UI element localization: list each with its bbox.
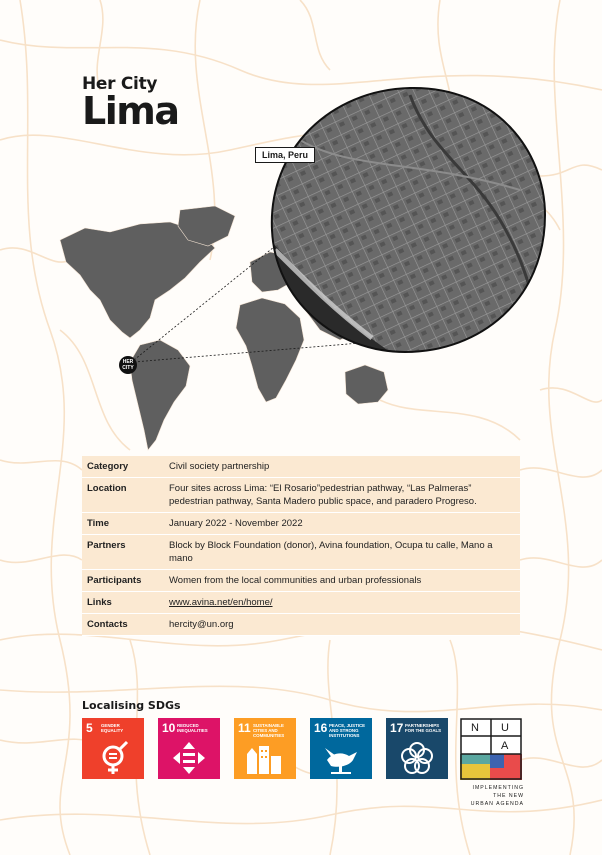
nua-letter-n: N bbox=[471, 722, 479, 734]
nua-logo bbox=[460, 718, 522, 780]
city-pin-marker bbox=[119, 356, 137, 374]
info-key: Category bbox=[82, 456, 164, 478]
info-value: Four sites across Lima: “El Rosario”pedestrian pathway, “Las Palmeras” pedestrian pathway, Santa Madero public space, and paradero Progreso. bbox=[164, 478, 520, 513]
pin-text-top: HER bbox=[122, 359, 134, 365]
sdg-17-tile bbox=[386, 718, 448, 779]
avina-link[interactable]: www.avina.net/en/home/ bbox=[169, 597, 273, 608]
info-value: Women from the local communities and urban professionals bbox=[164, 570, 520, 592]
nua-line: THE NEW bbox=[493, 793, 524, 799]
info-value: Block by Block Foundation (donor), Avina foundation, Ocupa tu calle, Mano a mano bbox=[164, 535, 520, 570]
nua-letter-a: A bbox=[501, 740, 509, 752]
nua-line: IMPLEMENTING bbox=[472, 785, 524, 791]
sdg-label: PEACE, JUSTICE AND STRONG INSTITUTIONS bbox=[329, 723, 366, 739]
location-label: Lima, Peru bbox=[255, 147, 315, 163]
sdg-10-tile bbox=[158, 718, 220, 779]
info-key: Participants bbox=[82, 570, 164, 592]
reduced-inequalities-icon bbox=[169, 740, 209, 776]
sdg-label: REDUCED INEQUALITIES bbox=[177, 723, 208, 734]
info-key: Location bbox=[82, 478, 164, 513]
info-value: January 2022 - November 2022 bbox=[164, 513, 520, 535]
sdg-label: GENDER EQUALITY bbox=[101, 723, 124, 734]
title-her-city: Her City bbox=[82, 74, 158, 94]
info-key: Contacts bbox=[82, 614, 164, 636]
sdg-section-title: Localising SDGs bbox=[82, 699, 181, 712]
nua-caption bbox=[460, 784, 524, 808]
info-row-links bbox=[82, 592, 520, 614]
info-row-category bbox=[82, 456, 520, 478]
sdg-label: PARTNERSHIPS FOR THE GOALS bbox=[405, 723, 442, 734]
sdg-number: 16 bbox=[314, 721, 328, 735]
peace-dove-icon bbox=[321, 740, 361, 776]
sustainable-cities-icon bbox=[245, 740, 285, 776]
info-row-time bbox=[82, 513, 520, 535]
partnership-rings-icon bbox=[397, 740, 437, 776]
gender-equality-icon bbox=[93, 740, 133, 776]
satellite-image-circle bbox=[260, 80, 560, 370]
nua-letter-u: U bbox=[501, 722, 509, 734]
info-key: Time bbox=[82, 513, 164, 535]
info-value: hercity@un.org bbox=[164, 614, 520, 636]
sdg-number: 5 bbox=[86, 721, 93, 735]
sdg-number: 10 bbox=[162, 721, 176, 735]
pin-text-bottom: CITY bbox=[122, 365, 134, 371]
info-row-location bbox=[82, 478, 520, 513]
sdg-5-tile bbox=[82, 718, 144, 779]
sdg-number: 17 bbox=[390, 721, 404, 735]
sdg-number: 11 bbox=[238, 721, 251, 735]
info-key: Partners bbox=[82, 535, 164, 570]
sdg-label: SUSTAINABLE CITIES AND COMMUNITIES bbox=[253, 723, 285, 739]
info-row-participants bbox=[82, 570, 520, 592]
info-row-partners bbox=[82, 535, 520, 570]
info-key: Links bbox=[82, 592, 164, 614]
title-city: Lima bbox=[82, 89, 179, 133]
nua-line: URBAN AGENDA bbox=[470, 801, 524, 807]
info-row-contacts bbox=[82, 614, 520, 636]
project-info-table bbox=[82, 456, 520, 636]
sdg-16-tile bbox=[310, 718, 372, 779]
info-value: Civil society partnership bbox=[164, 456, 520, 478]
sdg-11-tile bbox=[234, 718, 296, 779]
